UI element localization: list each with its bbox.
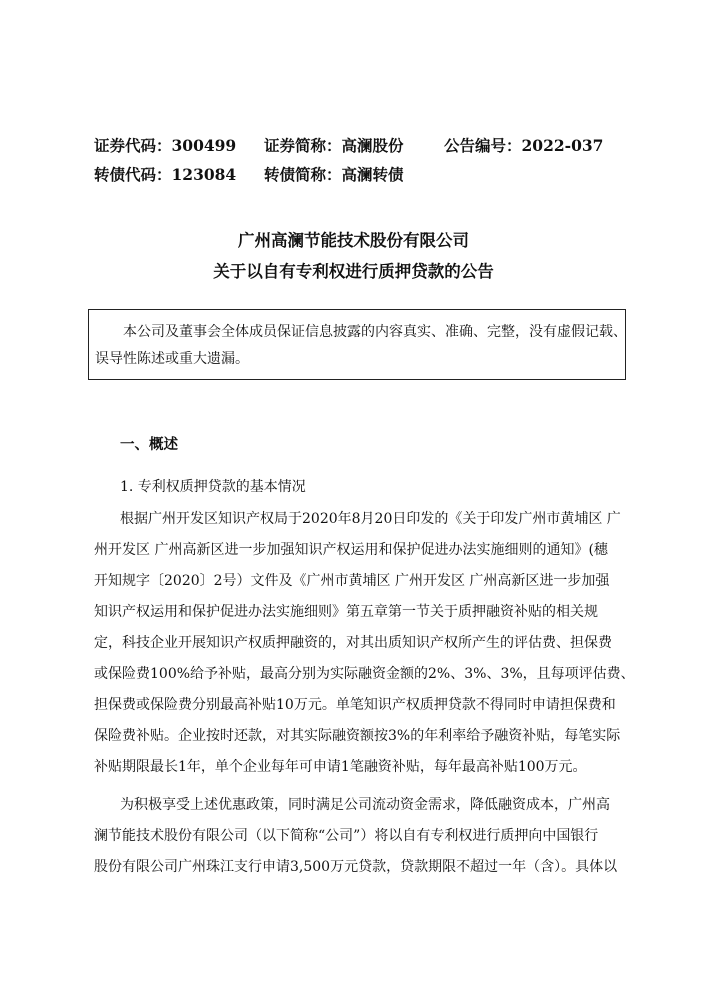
paragraph-line: 知识产权运用和保护促进办法实施细则》第五章第一节关于质押融资补贴的相关规 [94, 604, 598, 620]
section-heading-overview: 一、概述 [120, 436, 178, 453]
paragraph-line: 补贴期限最长1年，单个企业每年可申请1笔融资补贴，每年最高补贴100万元。 [94, 759, 587, 775]
paragraph-line: 保险费补贴。企业按时还款，对其实际融资额按3%的年利率给予融资补贴，每笔实际 [94, 728, 621, 744]
paragraph-line: 或保险费100%给予补贴，最高分别为实际融资金额的2%、3%、3%，且每项评估费、 [94, 666, 635, 682]
paragraph-line: 澜节能技术股份有限公司（以下简称“公司”）将以自有专利权进行质押向中国银行 [94, 828, 599, 844]
paragraph-line: 定，科技企业开展知识产权质押融资的，对其出质知识产权所产生的评估费、担保费 [94, 635, 612, 651]
notice-line-1: 本公司及董事会全体成员保证信息披露的内容真实、准确、完整，没有虚假记载、 [123, 324, 627, 340]
announcement-number: 公告编号：2022-037 [444, 136, 604, 155]
paragraph-line: 担保费或保险费分别最高补贴10万元。单笔知识产权质押贷款不得同时申请担保费和 [94, 697, 616, 713]
disclosure-notice-box [88, 309, 626, 380]
paragraph-line: 为积极享受上述优惠政策，同时满足公司流动资金需求，降低融资成本，广州高 [120, 797, 610, 813]
header-line-securities [94, 134, 603, 156]
bond-name: 转债简称：高澜转债 [264, 165, 404, 184]
paragraph-line: 根据广州开发区知识产权局于2020年8月20日印发的《关于印发广州市黄埔区 广 [120, 511, 621, 527]
stock-code: 证券代码：300499 [94, 136, 237, 155]
stock-name: 证券简称：高澜股份 [264, 136, 404, 155]
notice-line-2: 误导性陈述或重大遗漏。 [95, 351, 249, 367]
paragraph-line: 开知规字〔2020〕2号）文件及《广州市黄埔区 广州开发区 广州高新区进一步加强 [94, 573, 610, 589]
announcement-title: 关于以自有专利权进行质押贷款的公告 [213, 262, 494, 281]
header-line-bond [94, 163, 404, 185]
bond-code: 转债代码：123084 [94, 165, 237, 184]
paragraph-line: 州开发区 广州高新区进一步加强知识产权运用和保护促进办法实施细则的通知》(穗 [94, 542, 608, 558]
company-title: 广州高澜节能技术股份有限公司 [238, 231, 469, 250]
paragraph-line: 股份有限公司广州珠江支行申请3,500万元贷款，贷款期限不超过一年（含）。具体以 [94, 859, 618, 875]
subheading-patent-pledge-loan: 1. 专利权质押贷款的基本情况 [120, 479, 306, 495]
